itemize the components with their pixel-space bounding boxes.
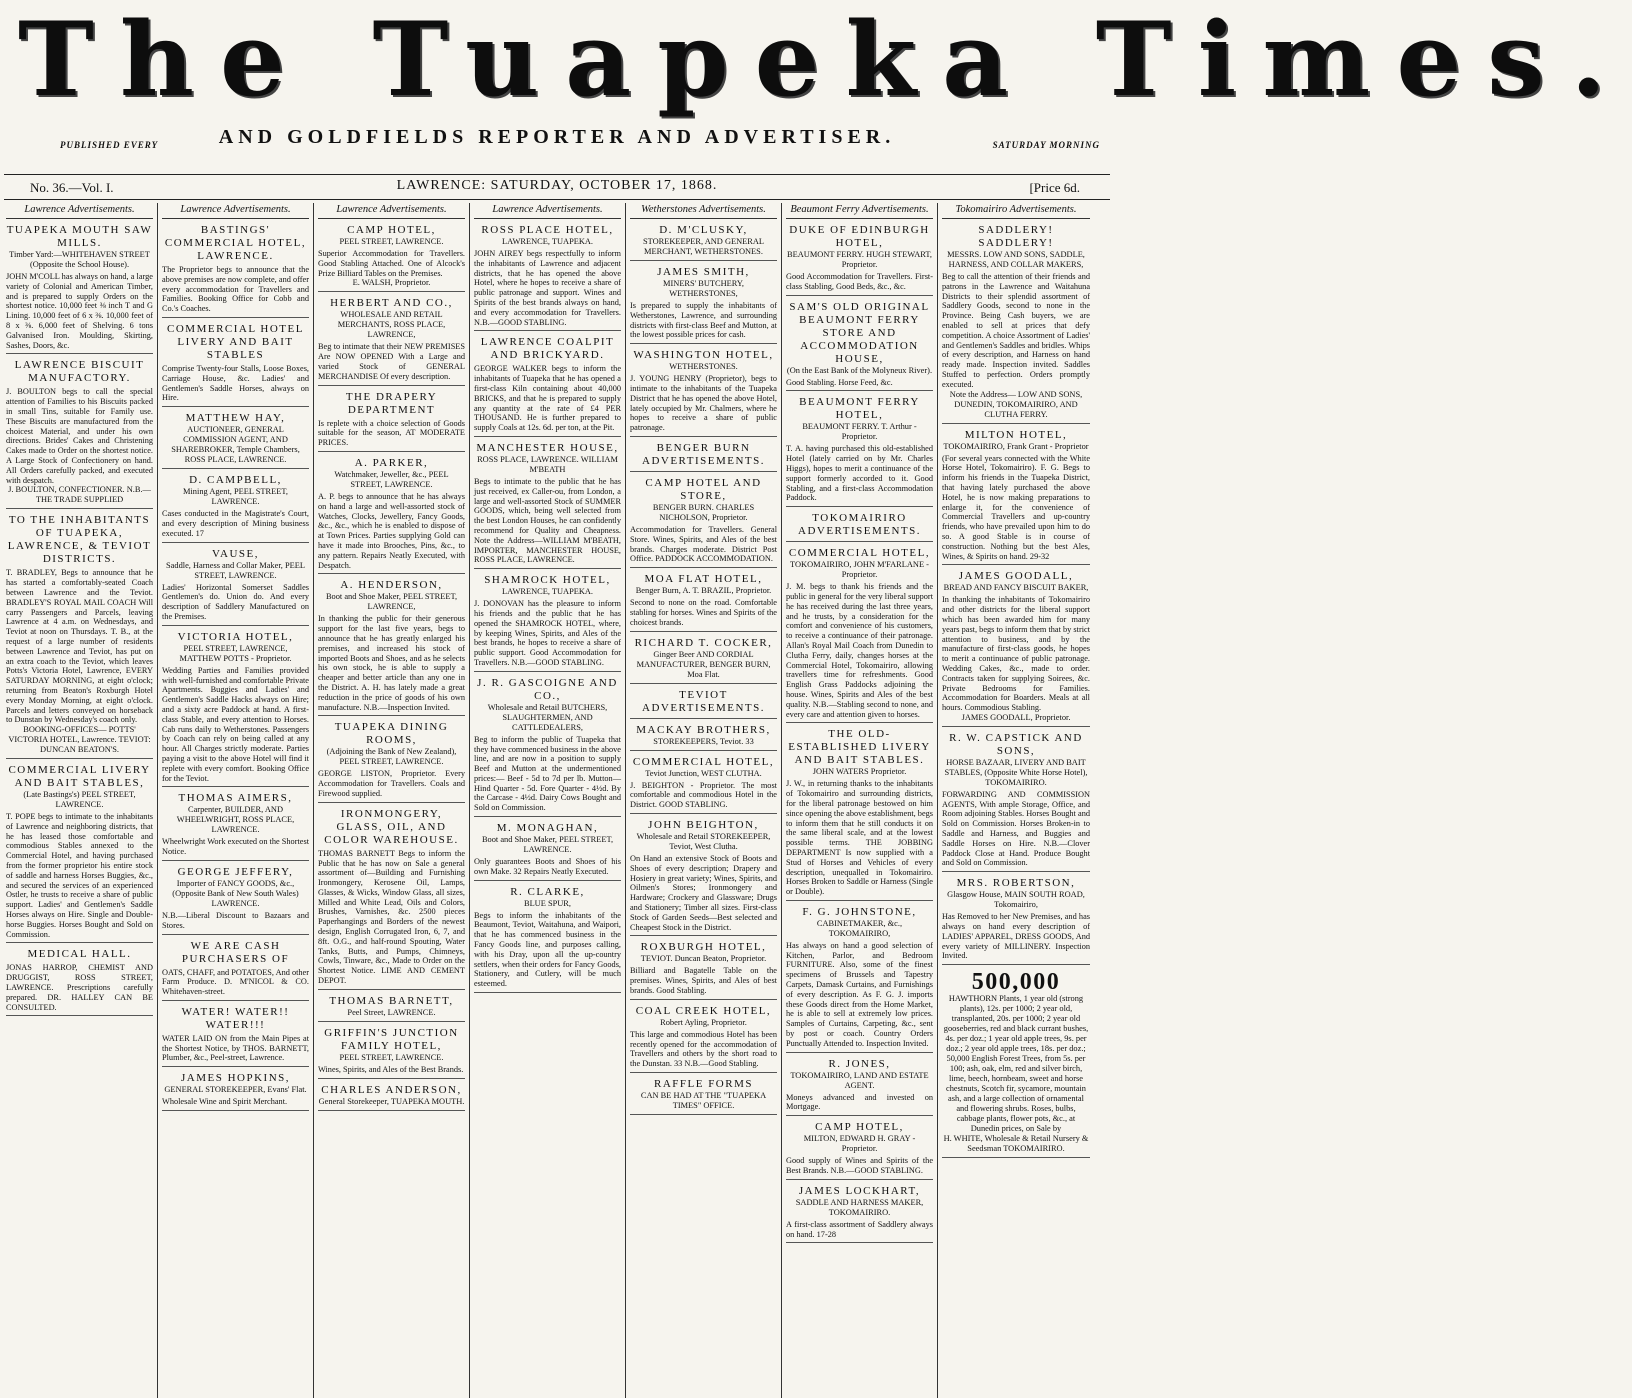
advertisement: [942, 427, 1090, 566]
advertisement-title: CAMP HOTEL,: [815, 1121, 904, 1134]
advertisement-title: R. W. CAPSTICK AND SONS,: [949, 731, 1083, 757]
advertisement-title: R. CLARKE,: [510, 885, 585, 898]
advertisement-subtitle: Carpenter, BUILDER, AND WHEELWRIGHT, ROSS PLACE, LAWRENCE.: [176, 805, 295, 835]
advertisement-title: WATER! WATER!! WATER!!!: [181, 1005, 290, 1031]
advertisement-title: BEAUMONT FERRY HOTEL,: [799, 396, 920, 422]
advertisement: [786, 545, 933, 723]
advertisement-subtitle: Glasgow House, MAIN SOUTH ROAD, Tokomairiro,: [947, 890, 1085, 910]
advertisement-subtitle: Watchmaker, Jeweller, &c., PEEL STREET, LAWRENCE.: [334, 469, 449, 489]
advertisement-subtitle: Peel Street, LAWRENCE.: [347, 1007, 436, 1017]
advertisement-body: In thanking the inhabitants of Tokomairiro and other districts for the liberal support which has been awarded him for many years past, begs to inform them that by strict attention to business, and by the manufacture of first-class goods, he hopes to merit a continuance of public patronage. Wedding Cakes, &c., made to order. Contracts taken for supplying Soirees, &c. Private Bedrooms for Families. Accommodation for Boarders. Meals at all hours. Commodious Stabling.: [942, 595, 1090, 713]
advertisement: [474, 334, 621, 437]
advertisement-title: THE DRAPERY DEPARTMENT: [345, 390, 438, 416]
advertisement-body: OATS, CHAFF, and POTATOES, And other Farm Produce. D. M'NICOL & CO. Whitehaven-street.: [162, 967, 309, 997]
advertisement-subtitle: Mining Agent, PEEL STREET, LAWRENCE.: [183, 487, 288, 507]
advertisement-title: SAM'S OLD ORIGINAL BEAUMONT FERRY STORE AND ACCOMMODATION HOUSE,: [789, 300, 930, 365]
advertisement-title: A. PARKER,: [354, 456, 429, 469]
advertisement: [162, 321, 309, 407]
advertisement: [630, 571, 777, 631]
advertisement-title: MACKAY BROTHERS,: [636, 723, 771, 736]
advertisement: [630, 475, 777, 568]
issue-row: [0, 178, 1114, 198]
advertisement-title: COMMERCIAL HOTEL LIVERY AND BAIT STABLES: [167, 322, 304, 361]
advertisement-title: J. R. GASCOIGNE AND CO.,: [477, 676, 618, 702]
advertisement-title: VICTORIA HOTEL,: [177, 630, 294, 643]
advertisement-subtitle: Wholesale and Retail STOREKEEPER, Teviot, West Clutha.: [636, 831, 771, 851]
advertisement: [786, 510, 933, 542]
advertisement-body: THOMAS BARNETT Begs to inform the Public that he has now on Sale a general assortment of—Building and Furnishing Ironmongery, Kerosene Oil, Lamps, Glasses, & Wicks, Window Glass, all sizes, Milled and White Lead, Oils and Colors, Brushes, Varnishes, &c. 2500 pieces Paperhangings and Borders of the newest design, English Corrugated Iron, 6, 7, and 8ft. O.G., and half-round Spouting, Water Tanks, Butts, and Pumps, Chimneys, Cowls, Tinware, &c., Made to Order on the Shortest Notice. LIME AND CEMENT DEPOT.: [318, 848, 465, 986]
advertisement-title: 500,000: [971, 969, 1061, 996]
advertisement: [942, 222, 1090, 424]
advertisement: [474, 884, 621, 993]
advertisement-body: Is replete with a choice selection of Goods suitable for the season, AT MODERATE PRICES.: [318, 418, 465, 448]
advertisement: [474, 222, 621, 331]
advertisement-body: Beg to inform the public of Tuapeka that they have commenced business in the above line, and are now in a position to supply Beef and Mutton at the undermentioned prices:— Beef - 5d to 7d per lb. Mutton—Hind Quarter - 5d. Fore Quarter - 4½d. By the Carcase - 4½d. Dairy Cows Bought and Sold on Commission.: [474, 734, 621, 813]
advertisement-body: Superior Accommodation for Travellers. Good Stabling Attached. One of Alcock's Prize Billiard Tables on the Premises.: [318, 249, 465, 278]
advertisement: [162, 629, 309, 788]
advertisement: [630, 722, 777, 751]
advertisement-title: THE OLD-ESTABLISHED LIVERY AND BAIT STABLES.: [788, 728, 931, 767]
advertisement-subtitle: Wholesale and Retail BUTCHERS, SLAUGHTERMEN, AND CATTLEDEALERS,: [487, 702, 608, 732]
advertisement-signature: E. WALSH, Proprietor.: [352, 278, 431, 288]
advertisement-subtitle: STOREKEEPER, AND GENERAL MERCHANT, WETHERSTONES.: [642, 237, 765, 256]
advertisement-title: ROSS PLACE HOTEL,: [481, 224, 614, 236]
advertisement-body: Wedding Parties and Families provided with well-furnished and comfortable Private Apartments. Buggies and Ladies' and Gentlemen's Saddle Hacks always on Hire; and a sixty acre Paddock at hand. A first-class Stable, and every attention to Horses. Cab runs daily to Wetherstones. Passengers by Coach can rely on being called at any hour. All Charges strictly moderate. Parties paying a visit to the above Hotel will find it replete with every comfort. Booking Office for the Teviot.: [162, 665, 309, 783]
column-5: [626, 203, 782, 1398]
advertisement: [162, 1004, 309, 1067]
advertisement-title: R. JONES,: [828, 1057, 891, 1070]
advertisement-body: The Proprietor begs to announce that the above premises are now complete, and offer every accommodation for Travellers and Families. Booking Office for Cobb and Co.'s Coaches.: [162, 265, 309, 314]
advertisement-body: T. BRADLEY, Begs to announce that he has started a comfortably-seated Coach between Lawrence and the Teviot. BRADLEY'S ROYAL MAIL COACH Will carry Passengers and Parcels, leaving Lawrence at 4 a.m. on Wednesdays, and Teviot at noon on Thursdays. T. B., at the request of a large number of residents between Lawrence and Teviot, has put on an extra coach to the Teviot, which leaves Potts's Victoria Hotel, Lawrence, EVERY SATURDAY MORNING, at eight o'clock; returning from Beaton's Roxburgh Hotel every Monday Morning, at eight o'clock. Parcels and letters conveyed on horseback to Dunstan by Wednesday's coach only.: [6, 568, 153, 725]
advertisement-title: IRONMONGERY, GLASS, OIL, AND COLOR WAREHOUSE.: [324, 807, 459, 846]
advertisement-body: Beg to call the attention of their friends and patrons in the Lawrence and Waitahuna Districts to their splendid assortment of Saddlery Goods, second to none in the Province. Being Cash buyers, we are enabled to sell at prices that defy competition. A choice Assortment of Ladies' and Gentlemen's Saddles and bridles. Whips of every description, and Harness on hand ready made. Inspection invited. Saddles Stuffed to perfection. Orders promptly executed.: [942, 272, 1090, 389]
advertisement: [630, 817, 777, 936]
advertisement: [474, 572, 621, 672]
advertisement-title: TUAPEKA DINING ROOMS,: [334, 721, 449, 747]
advertisement-title: JOHN BEIGHTON,: [648, 818, 759, 831]
advertisement: [630, 1003, 777, 1073]
advertisement-subtitle: BENGER BURN. CHARLES NICHOLSON, Proprietor.: [652, 502, 755, 522]
advertisement-signature: J. BOULTON, CONFECTIONER. N.B.—THE TRADE SUPPLIED: [8, 485, 151, 505]
advertisement: [630, 440, 777, 472]
advertisement-subtitle: PEEL STREET, LAWRENCE.: [339, 1052, 444, 1062]
column-3: [314, 203, 470, 1398]
advertisement: [630, 347, 777, 437]
advertisement-subtitle: GENERAL STOREKEEPER, Evans' Flat.: [164, 1085, 307, 1095]
advertisement: [318, 1025, 465, 1079]
advertisement-body: Good Accommodation for Travellers. First-class Stabling, Good Beds, &c., &c.: [786, 272, 933, 291]
advertisement-body: J. DONOVAN has the pleasure to inform his friends and the public that he has opened the SHAMROCK HOTEL, where, by keeping Wines, Spirits, and Ales of the best brands, he hopes to receive a share of public support. Good Accommodation for Travellers. N.B.—GOOD STABLING.: [474, 599, 621, 667]
advertisement-body: A first-class assortment of Saddlery always on hand. 17-28: [786, 1219, 933, 1239]
advertisement-body: Second to none on the road. Comfortable stabling for horses. Wines and Spirits of the choicest brands.: [630, 598, 777, 627]
advertisement: [786, 1056, 933, 1117]
advertisement-subtitle: Robert Ayling, Proprietor.: [660, 1017, 747, 1027]
advertisement-subtitle: Timber Yard:—WHITEHAVEN STREET (Opposite the School House).: [9, 250, 150, 269]
advertisement-body: JOHN M'COLL has always on hand, a large variety of Colonial and American Timber, and is prepared to supply Orders on the shortest notice. 10,000 feet ⅜ inch T and G Lining. 10,000 feet of 6 x ⅜. 10,000 feet of 8 x ⅜. 6,000 feet of Shelving. 6 tons Galvanised Iron. Moulding, Skirting, Sashes, Doors, &c.: [6, 272, 153, 350]
column-1: [2, 203, 158, 1398]
advertisement-title: JAMES SMITH,: [657, 266, 750, 278]
advertisement-title: RICHARD T. COCKER,: [634, 636, 773, 649]
advertisement-body: Wines, Spirits, and Ales of the Best Brands.: [318, 1064, 464, 1074]
column-2: [158, 203, 314, 1398]
advertisement-subtitle: WHOLESALE AND RETAIL MERCHANTS, ROSS PLACE, LAWRENCE,: [337, 310, 446, 340]
advertisement-body: On Hand an extensive Stock of Boots and Shoes of every description; Drapery and Hosiery in great variety; Wines, Spirits, and Oilmen's Stores; Ironmongery and Hardware; Crockery and Glassware; Drugs and Stationery; Timber all sizes. First-class Stock of Garden Seeds—Best selected and Cheapest Stock in the District.: [630, 853, 777, 932]
advertisement-title: BENGER BURN ADVERTISEMENTS.: [642, 441, 765, 467]
advertisement-subtitle: Boot and Shoe Maker, PEEL STREET, LAWRENCE,: [325, 592, 458, 612]
advertisement-body: GEORGE LISTON, Proprietor. Every Accommodation for Travellers. Coals and Firewood supplied.: [318, 769, 465, 798]
advertisement-subtitle: BREAD AND FANCY BISCUIT BAKER,: [943, 583, 1089, 593]
advertisement-subtitle: MESSRS. LOW AND SONS, SADDLE, HARNESS, AND COLLAR MAKERS,: [947, 250, 1085, 269]
advertisement-body: Good supply of Wines and Spirits of the Best Brands. N.B.—GOOD STABLING.: [786, 1156, 933, 1176]
advertisement-subtitle: General Storekeeper, TUAPEKA MOUTH.: [318, 1096, 465, 1106]
advertisement-body: J. W., in returning thanks to the inhabitants of Tokomairiro and surrounding districts, for the liberal patronage bestowed on him since opening the above establishment, begs to inform them that he still conducts it on the same liberal scale, and at the lowest possible terms. THE JOBBING DEPARTMENT Is now supplied with a Stud of Horses and Vehicles of every description, unequalled in Tokomairiro. Horses Broken to Saddle or Harness (Single or Double).: [786, 779, 934, 897]
advertisement: [162, 472, 309, 542]
advertisement-subtitle: TOKOMAIRIRO, LAND AND ESTATE AGENT.: [790, 1070, 929, 1090]
advertisement-subtitle: Benger Burn, A. T. BRAZIL, Proprietor.: [635, 586, 772, 596]
advertisement-subtitle: Teviot Junction, WEST CLUTHA.: [645, 768, 762, 778]
advertisement-subtitle: BEAUMONT FERRY. T. Arthur - Proprietor.: [802, 422, 917, 442]
advertisement: [630, 222, 777, 261]
advertisement: [318, 222, 465, 292]
advertisement: [162, 938, 309, 1001]
advertisement-signature: H. WHITE, Wholesale & Retail Nursery & Seedsman TOKOMAIRIRO.: [943, 1134, 1089, 1154]
advertisement: [318, 993, 465, 1022]
advertisement: [162, 410, 309, 469]
advertisement-subtitle: AUCTIONEER, GENERAL COMMISSION AGENT, AND SHAREBROKER, Temple Chambers, ROSS PLACE, LAWRENCE.: [171, 425, 300, 465]
advertisement-title: LAWRENCE BISCUIT MANUFACTORY.: [14, 359, 145, 385]
advertisement: [162, 790, 309, 861]
advertisement-title: DUKE OF EDINBURGH HOTEL,: [789, 224, 930, 249]
advertisement-body: A. P. begs to announce that he has always on hand a large and well-assorted stock of Watches, Clocks, Jewellery, Fancy Goods, &c., &c., which he is enabled to dispose of at Town Prices. Parties supplying Gold can have it made into Brooches, Pins, &c., to any pattern. Repairs Neatly Executed, with Despatch.: [318, 491, 465, 570]
top-rule: [4, 174, 1110, 175]
advertisement: [162, 546, 309, 626]
advertisement-signature: Note the Address— LOW AND SONS, DUNEDIN, TOKOMAIRIRO, AND CLUTHA FERRY.: [949, 389, 1083, 419]
advertisement: [630, 264, 777, 344]
column-heading: Lawrence Advertisements.: [318, 203, 465, 219]
advertisement-body: FORWARDING AND COMMISSION AGENTS, With ample Storage, Office, and Room adjoining Stables. Horses Bought and Sold on Commission. Horses Broken-in to Saddle and Harness, and Buggies and Saddle Horses on Hire. N.B.—Clover Paddock Close at Hand. Produce Bought and Sold on Commission.: [942, 789, 1090, 868]
advertisement-title: TUAPEKA MOUTH SAW MILLS.: [6, 224, 153, 249]
saturday-morning-label: SATURDAY MORNING: [992, 140, 1100, 150]
advertisement-body: Begs to inform the inhabitants of the Beaumont, Teviot, Waitahuna, and Waipori, that he has commenced business in the Fancy Goods line, and purposes calling, with his Dray, upon all the up-country settlers, when their orders for Fancy Goods, Stationery, and Cutlery, will be much esteemed.: [474, 910, 621, 989]
advertisement-title: LAWRENCE COALPIT AND BRICKYARD.: [480, 336, 615, 362]
advertisement-body: (For several years connected with the White Horse Hotel, Tokomairiro). F. G. Begs to inform his friends in the Tuapeka District, that having lately purchased the above Hotel, he is now making preparations to enlarge it, for the convenience of Commercial Travellers and up-country friends, who have prevailed upon him to do so. A good Stable is in course of construction. Nothing but the best Ales, Wines, & Spirits on hand. 29-32: [942, 453, 1090, 561]
advertisement-title: A. HENDERSON,: [340, 579, 443, 592]
advertisement-signature: JAMES GOODALL, Proprietor.: [961, 712, 1071, 722]
column-heading: Beaumont Ferry Advertisements.: [786, 203, 933, 219]
advertisement: [942, 968, 1090, 1158]
advertisement-title: GRIFFIN'S JUNCTION FAMILY HOTEL,: [324, 1026, 459, 1052]
advertisement-title: HERBERT AND CO.,: [330, 297, 453, 310]
advertisement-subtitle: HORSE BAZAAR, LIVERY AND BAIT STABLES, (Opposite White Horse Hotel), TOKOMAIRIRO.: [944, 757, 1088, 787]
advertisement: [6, 357, 153, 509]
column-4: [470, 203, 626, 1398]
advertisement-body: T. POPE begs to intimate to the inhabitants of Lawrence and neighboring districts, that he has leased those comfortable and commodious Stables annexed to the Commercial Hotel, and having purchased from the former proprietor his entire stock of saddle and harness Horses Buggies, &c., and secured the services of an experienced Ostler, he trusts to receive a share of public support. Ladies' and Gentlemen's Saddle Horses always on Hire. Single and Double-horse Buggies. Horses Bought and Sold on Commission.: [6, 812, 153, 939]
advertisement: [162, 864, 309, 935]
advertisement-body: This large and commodious Hotel has been recently opened for the accommodation of Travellers and others by the short road to the Dunstan. 33 N.B.—Good Stabling.: [630, 1029, 777, 1069]
advertisement-subtitle: ROSS PLACE, LAWRENCE. WILLIAM M'BEATH: [477, 454, 618, 474]
advertisement-title: COAL CREEK HOTEL,: [635, 1004, 772, 1017]
advertisement: [318, 719, 465, 802]
advertisement: [630, 687, 777, 719]
advertisement: [786, 394, 933, 507]
advertisement-title: CHARLES ANDERSON,: [321, 1083, 462, 1096]
advertisement: [318, 577, 465, 716]
advertisement-body: JONAS HARROP, CHEMIST AND DRUGGIST, ROSS STREET, LAWRENCE. Prescriptions carefully prepared. DR. HALLEY CAN BE CONSULTED.: [6, 963, 153, 1012]
advertisement: [786, 1183, 933, 1244]
advertisement-title: JAMES GOODALL,: [958, 570, 1074, 583]
advertisement-subtitle: HAWTHORN Plants, 1 year old (strong plants), 12s. per 1000; 2 year old, transplanted, 20s. per 1000; 2 year old gooseberries, red and black currant bushes, 4s. per doz.; 1 year old apple trees, 9s. per doz.; 2 year old apple trees, 18s. per doz.; 50,000 English Forest Trees, from 5s. per 100; ash, oak, elm, red and silver birch, lime, beech, hornbeam, sweet and horse chestnuts, Scotch fir, sycamore, mountain ash, and a large collection of ornamental and flowering shrubs. Roses, bulbs, cabbage plants, flower pots, &c., at Dunedin prices, on Sale by: [943, 994, 1089, 1134]
newspaper-subtitle: AND GOLDFIELDS REPORTER AND ADVERTISER.: [218, 126, 896, 148]
advertisement-subtitle: Ginger Beer AND CORDIAL MANUFACTURER, BENGER BURN, Moa Flat.: [636, 649, 771, 679]
advertisement-body: Billiard and Bagatelle Table on the premises. Wines, Spirits, and Ales of best brands. Good Stabling.: [630, 966, 777, 995]
advertisement-title: MATTHEW HAY,: [185, 412, 286, 425]
advertisement: [942, 875, 1090, 965]
advertisement-subtitle: (Adjoining the Bank of New Zealand), PEEL STREET, LAWRENCE.: [326, 747, 457, 767]
advertisement-body: N.B.—Liberal Discount to Bazaars and Stores.: [162, 910, 309, 930]
column-heading: Wetherstones Advertisements.: [630, 203, 777, 219]
advertisement-body: Wholesale Wine and Spirit Merchant.: [162, 1097, 288, 1107]
advertisement-title: D. M'CLUSKY,: [659, 224, 748, 236]
advertisement-title: MILTON HOTEL,: [964, 428, 1068, 441]
advertisement: [786, 1119, 933, 1180]
advertisement-body: Beg to intimate that their NEW PREMISES Are NOW OPENED With a Large and varied Stock of GENERAL MERCHANDISE Of every description.: [318, 342, 465, 381]
advertisement-body: J. M. begs to thank his friends and the public in general for the very liberal support he has received during the last three years, and he trusts, by a consideration for the comfort and convenience of his customers, to receive a continuance of their patronage. Allan's Royal Mail Coach from Dunedin to Clutha Ferry, daily, changes horses at the Commercial Hotel, Tokomairiro, allowing travellers time for refreshments. Good English Grass Paddocks adjoining the house. Wines, Spirits and Ales of the best quality. N.B.—Stabling second to none, and every care and attention given to horses.: [786, 582, 933, 719]
advertisement-title: TEVIOT ADVERTISEMENTS.: [642, 688, 765, 714]
advertisement-body: Ladies' Horizontal Somerset Saddles Gentlemen's do. Union do. And every description of Saddlery Manufactured on the Premises.: [162, 582, 309, 621]
newspaper-title: The Tuapeka Times.: [18, 0, 1632, 120]
advertisement-subtitle: WETHERSTONES.: [669, 362, 738, 372]
advertisement-title: TO THE INHABITANTS OF TUAPEKA, LAWRENCE, & TEVIOT DISTRICTS.: [7, 514, 152, 566]
advertisement-body: WATER LAID ON from the Main Pipes at the Shortest Notice, by THOS. BARNETT, Plumber, &c., Peel-street, Lawrence.: [162, 1033, 309, 1063]
advertisement-title: COMMERCIAL HOTEL,: [632, 755, 775, 768]
published-every-label: PUBLISHED EVERY: [60, 140, 159, 150]
advertisement: [786, 299, 933, 392]
advertisement-title: F. G. JOHNSTONE,: [802, 905, 917, 918]
advertisement: [318, 1082, 465, 1111]
advertisement-title: WE ARE CASH PURCHASERS OF: [181, 939, 290, 965]
column-heading: Tokomairiro Advertisements.: [942, 203, 1090, 219]
advertisement-body: Good Stabling. Horse Feed, &c.: [786, 377, 893, 387]
advertisement-title: GEORGE JEFFERY,: [177, 865, 294, 878]
advertisement-title: CAMP HOTEL AND STORE,: [645, 476, 762, 502]
advertisement-title: SHAMROCK HOTEL,: [484, 574, 611, 587]
advertisement-subtitle: TOKOMAIRIRO, Frank Grant - Proprietor: [943, 441, 1089, 451]
advertisement-title: JAMES LOCKHART,: [798, 1184, 921, 1197]
advertisement: [786, 222, 933, 296]
advertisement-body: GEORGE WALKER begs to inform the inhabitants of Tuapeka that he has opened a first-class Kiln containing about 40,000 BRICKS, and that he is prepared to supply any quantity at the rate of £4 PER THOUSAND. He is further prepared to supply Coals at 12s. 6d. per ton, at the Pit.: [474, 364, 621, 433]
advertisement-title: RAFFLE FORMS: [653, 1077, 753, 1090]
advertisement: [942, 730, 1090, 872]
advertisement: [318, 295, 465, 385]
advertisement-subtitle: PEEL STREET, LAWRENCE.: [339, 237, 444, 246]
advertisement-body: T. A. having purchased this old-established Hotel (lately carried on by Mr. Charles Higgs), hopes to merit a continuance of the support formerly accorded to it. Good Stabling, and a first-class Accommodation Paddock.: [786, 444, 933, 503]
bottom-rule: [4, 199, 1110, 200]
column-heading: Lawrence Advertisements.: [162, 203, 309, 219]
advertisement: [630, 939, 777, 999]
advertisement-title: JAMES HOPKINS,: [180, 1072, 291, 1085]
advertisement: [786, 726, 933, 901]
advertisement-subtitle: SADDLE AND HARNESS MAKER, TOKOMAIRIRO.: [795, 1197, 924, 1217]
issue-date: LAWRENCE: SATURDAY, OCTOBER 17, 1868.: [396, 178, 718, 193]
advertisement-subtitle: MILTON, EDWARD H. GRAY - Proprietor.: [803, 1134, 916, 1154]
advertisement-title: M. MONAGHAN,: [496, 822, 599, 835]
issue-number: No. 36.—Vol. I.: [30, 180, 114, 195]
advertisement-subtitle: BLUE SPUR,: [523, 898, 571, 908]
advertisement: [6, 946, 153, 1016]
advertisement-body: Has Removed to her New Premises, and has always on hand every description of LADIES' APPAREL, DRESS GOODS, And every variety of MILLINERY. Inspection Invited.: [942, 912, 1090, 961]
advertisement-title: SADDLERY! SADDLERY!: [978, 224, 1054, 249]
column-6: [782, 203, 938, 1398]
advertisement-title: ROXBURGH HOTEL,: [640, 941, 767, 954]
advertisement: [318, 389, 465, 452]
advertisement-columns: [2, 203, 1112, 1398]
advertisement-body: Comprise Twenty-four Stalls, Loose Boxes, Carriage House, &c. Ladies' and Gentlemen's Saddle Horses, always on Hire.: [162, 363, 309, 403]
advertisement-signature: BOOKING-OFFICES— POTTS' VICTORIA HOTEL, Lawrence. TEVIOT: DUNCAN BEATON'S.: [8, 725, 151, 755]
advertisement-body: J. BEIGHTON - Proprietor. The most comfortable and commodious Hotel in the District. GOOD STABLING.: [630, 780, 777, 810]
advertisement: [630, 635, 777, 684]
advertisement: [786, 904, 933, 1053]
advertisement-body: Cases conducted in the Magistrate's Court, and every description of Mining business executed. 17: [162, 509, 309, 538]
advertisement-subtitle: (Late Bastings's) PEEL STREET, LAWRENCE.: [23, 790, 136, 810]
advertisement-body: Moneys advanced and invested on Mortgage.: [786, 1092, 933, 1112]
masthead: [0, 0, 1632, 176]
advertisement-body: JOHN AIREY begs respectfully to inform the inhabitants of Lawrence and adjacent districts, that he has opened the above Hotel, where he hopes to receive a share of public patronage and support. Wines and Spirits of the best brands always on hand, and every accommodation for Travellers. N.B.—GOOD STABLING.: [474, 249, 621, 327]
advertisement-subtitle: STOREKEEPERS, Teviot. 33: [653, 736, 754, 746]
advertisement-subtitle: BEAUMONT FERRY. HUGH STEWART, Proprietor.: [787, 250, 932, 269]
advertisement-body: J. BOULTON begs to call the special attention of Families to his Biscuits packed in small Tins, suitable for Family use. These Biscuits are manufactured from the choicest Material, and under his own directions. Brides' Cakes and Christening Cakes made to Order on the shortest notice. A Large Stock of Confectionery on hand. All Orders carefully packed, and executed with despatch.: [6, 387, 153, 485]
advertisement-subtitle: TEVIOT. Duncan Beaton, Proprietor.: [640, 954, 767, 964]
advertisement-subtitle: TOKOMAIRIRO, JOHN M'FARLANE - Proprietor.: [790, 560, 929, 580]
advertisement-body: Has always on hand a good selection of Kitchen, Parlor, and Bedroom FURNITURE. Also, some of the finest specimens of Brussels and Tapestry Carpets, Damask Curtains, and Furnishings of every description. As F. G. J. imports these Goods direct from the Home Market, he is able to sell at extremely low prices. Samples of Curtains, Carpeting, &c., sent by post or coach. Country Orders Punctually Attended to. Inspection Invited.: [786, 940, 933, 1048]
column-7: [938, 203, 1094, 1398]
advertisement-body: Begs to intimate to the public that he has just received, ex Caller-ou, from London, a large and well-assorted Stock of SUMMER GOODS, which, being well selected from the best London Houses, he can confidently recommend for Quality and Cheapness. Note the Address—WILLIAM M'BEATH, IMPORTER, MANCHESTER HOUSE, ROSS PLACE, LAWRENCE.: [474, 476, 621, 565]
advertisement-body: Is prepared to supply the inhabitants of Wetherstones, Lawrence, and surrounding districts with first-class Beef and Mutton, at the lowest possible prices for cash.: [630, 301, 777, 340]
advertisement-subtitle: (On the East Bank of the Molyneux River).: [786, 365, 933, 375]
advertisement-title: MEDICAL HALL.: [27, 948, 132, 961]
advertisement-title: COMMERCIAL HOTEL,: [788, 547, 931, 560]
advertisement: [474, 820, 621, 881]
advertisement: [318, 806, 465, 990]
advertisement-body: J. YOUNG HENRY (Proprietor), begs to intimate to the inhabitants of the Tuapeka District that he has opened the above Hotel, lately occupied by Mr. Chalmers, where he hopes to receive a share of public patronage.: [630, 374, 777, 433]
advertisement-subtitle: CAN BE HAD AT THE "TUAPEKA TIMES" OFFICE.: [640, 1090, 767, 1110]
advertisement: [474, 675, 621, 817]
advertisement: [162, 222, 309, 318]
advertisement: [318, 455, 465, 574]
advertisement-title: TOKOMAIRIRO ADVERTISEMENTS.: [798, 512, 921, 538]
advertisement: [630, 1076, 777, 1115]
advertisement: [6, 512, 153, 759]
advertisement-body: Accommodation for Travellers. General Store. Wines, Spirits, and Ales of the best brands. Charges moderate. District Post Office. PADDOCK ACCOMMODATION.: [630, 524, 777, 564]
advertisement-title: MOA FLAT HOTEL,: [644, 573, 763, 586]
advertisement: [6, 222, 153, 354]
advertisement-subtitle: JOHN WATERS Proprietor.: [812, 767, 907, 777]
advertisement-subtitle: LAWRENCE, TUAPEKA.: [501, 237, 594, 246]
advertisement-title: VAUSE,: [211, 547, 259, 560]
advertisement: [942, 568, 1090, 727]
advertisement-subtitle: PEEL STREET, LAWRENCE, MATTHEW POTTS - Proprietor.: [179, 643, 292, 663]
advertisement-title: COMMERCIAL LIVERY AND BAIT STABLES,: [8, 764, 151, 790]
column-heading: Lawrence Advertisements.: [6, 203, 153, 219]
advertisement-title: THOMAS AIMERS,: [178, 792, 293, 805]
advertisement-subtitle: Saddle, Harness and Collar Maker, PEEL STREET, LAWRENCE.: [166, 560, 305, 580]
advertisement-title: MANCHESTER HOUSE,: [476, 441, 619, 454]
issue-price: [Price 6d.: [1029, 180, 1080, 195]
advertisement-title: MRS. ROBERTSON,: [956, 877, 1076, 890]
advertisement: [162, 1070, 309, 1111]
advertisement-title: BASTINGS' COMMERCIAL HOTEL, LAWRENCE.: [164, 224, 307, 262]
advertisement-title: WASHINGTON HOTEL,: [633, 349, 774, 362]
column-heading: Lawrence Advertisements.: [474, 203, 621, 219]
advertisement: [630, 754, 777, 814]
advertisement-subtitle: MINERS' BUTCHERY, WETHERSTONES,: [663, 279, 744, 298]
advertisement-title: D. CAMPBELL,: [189, 474, 282, 487]
advertisement-body: Wheelwright Work executed on the Shortest Notice.: [162, 837, 309, 857]
advertisement-subtitle: Boot and Shoe Maker, PEEL STREET, LAWRENCE.: [481, 835, 614, 855]
advertisement-body: Only guarantees Boots and Shoes of his own Make. 32 Repairs Neatly Executed.: [474, 857, 621, 876]
advertisement-title: THOMAS BARNETT,: [329, 994, 454, 1007]
advertisement-subtitle: Importer of FANCY GOODS, &c., (Opposite Bank of New South Wales) LAWRENCE.: [172, 878, 299, 908]
advertisement: [474, 440, 621, 569]
advertisement-body: In thanking the public for their generous support for the last five years, begs to announce that he has greatly enlarged his premises, and increased his stock of imported Boots and Shoes, and as he selects his own stock, he is able to supply a cheaper and better article than any one in the District. A. H. has lately made a great reduction in the price of goods of his own manufacture. N.B.—Inspection Invited.: [318, 614, 465, 712]
advertisement: [6, 762, 153, 943]
advertisement-subtitle: CABINETMAKER, &c., TOKOMAIRIRO,: [816, 918, 903, 938]
advertisement-title: CAMP HOTEL,: [347, 224, 436, 236]
advertisement-subtitle: LAWRENCE, TUAPEKA.: [501, 587, 594, 597]
